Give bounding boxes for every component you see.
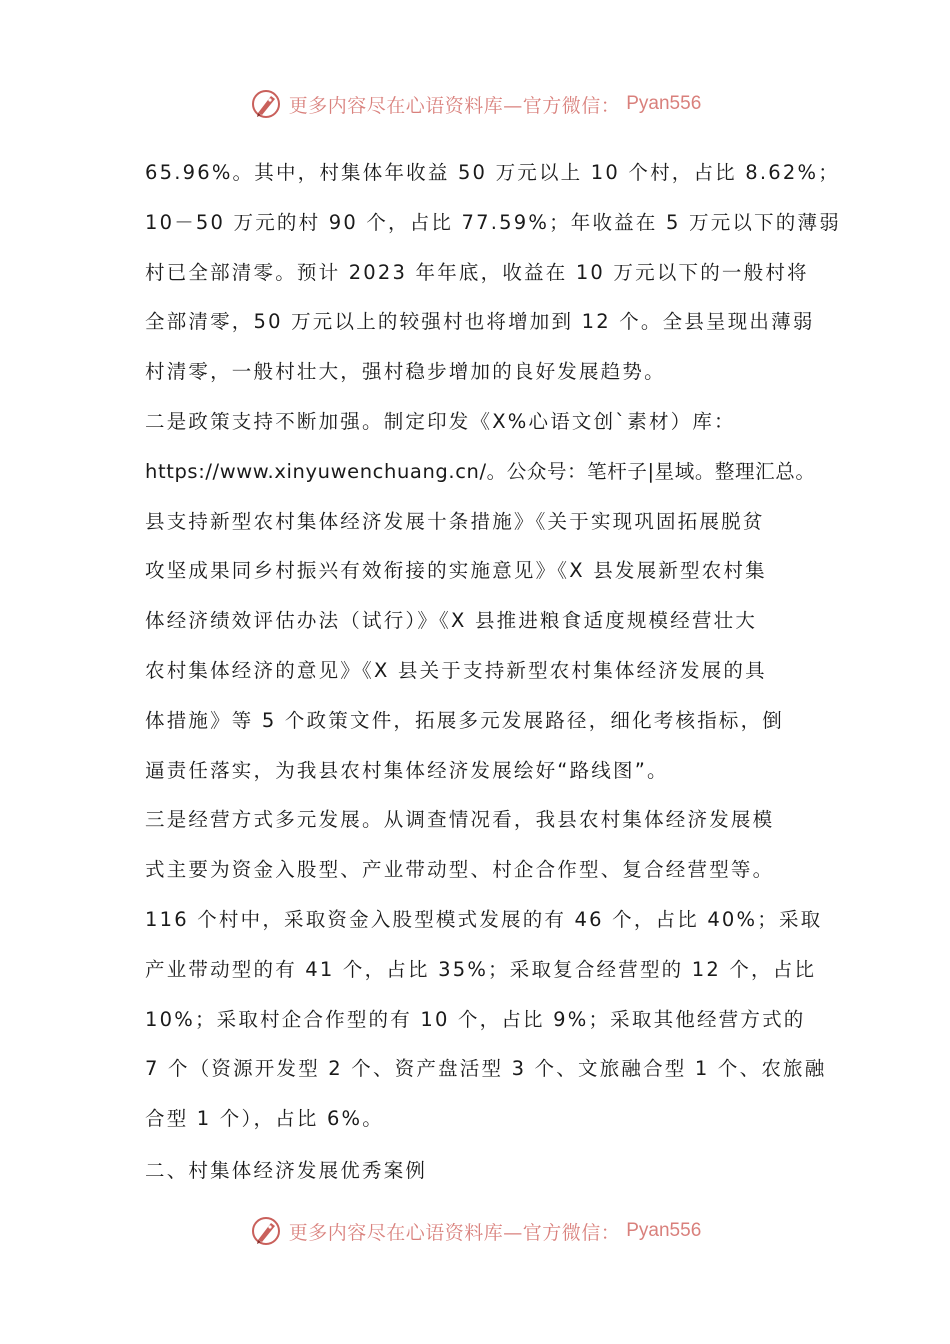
body-line: 65.96%。其中，村集体年收益 50 万元以上 10 个村，占比 8.62%； (145, 161, 840, 184)
section-heading: 二、村集体经济发展优秀案例 (145, 1158, 428, 1182)
body-line: 二是政策支持不断加强。制定印发《X%心语文创`素材）库： (145, 409, 736, 433)
body-line: 合型 1 个），占比 6%。 (145, 1107, 384, 1131)
watermark-text: 更多内容尽在心语资料库—官方微信： (288, 94, 621, 117)
body-line: 10－50 万元的村 90 个，占比 77.59%；年收益在 5 万元以下的薄弱 (145, 210, 841, 234)
body-line: 产业带动型的有 41 个，占比 35%；采取复合经营型的 12 个，占比 (145, 957, 817, 981)
body-line: 三是经营方式多元发展。从调查情况看，我县农村集体经济发展模 (145, 808, 775, 832)
pen-nib-logo-icon (249, 87, 283, 121)
body-line-url: https://www.xinyuwenchuang.cn/。公众号：笔杆子|星域。整理汇总。 (145, 459, 816, 483)
body-line: 7 个（资源开发型 2 个、资产盘活型 3 个、文旅融合型 1 个、农旅融 (145, 1057, 827, 1081)
body-line: 全部清零，50 万元以上的较强村也将增加到 12 个。全县呈现出薄弱 (145, 310, 815, 334)
body-line: 村已全部清零。预计 2023 年年底，收益在 10 万元以下的一般村将 (145, 260, 809, 284)
watermark-handle: Pyan556 (626, 93, 702, 114)
footer-watermark (0, 1211, 950, 1251)
body-line: 10%；采取村企合作型的有 10 个，占比 9%；采取其他经营方式的 (145, 1007, 806, 1031)
watermark-text: 更多内容尽在心语资料库—官方微信： (288, 1221, 621, 1244)
document-body (145, 148, 841, 1196)
body-line: 农村集体经济的意见》《X 县关于支持新型农村集体经济发展的具 (145, 658, 767, 682)
body-line: 攻坚成果同乡村振兴有效衔接的实施意见》《X 县发展新型农村集 (145, 559, 767, 583)
body-line: 村清零，一般村壮大，强村稳步增加的良好发展趋势。 (145, 360, 666, 384)
body-line: 式主要为资金入股型、产业带动型、村企合作型、复合经营型等。 (145, 858, 775, 882)
header-watermark (0, 84, 950, 124)
body-line: 县支持新型农村集体经济发展十条措施》《关于实现巩固拓展脱贫 (145, 509, 765, 533)
body-line: 体措施》等 5 个政策文件，拓展多元发展路径，细化考核指标，倒 (145, 708, 785, 732)
body-line: 116 个村中，采取资金入股型模式发展的有 46 个，占比 40%；采取 (145, 907, 823, 931)
body-line: 体经济绩效评估办法（试行）》《X 县推进粮食适度规模经营壮大 (145, 609, 758, 633)
pen-nib-logo-icon (249, 1214, 283, 1248)
watermark-handle: Pyan556 (626, 1220, 702, 1241)
body-line: 逼责任落实，为我县农村集体经济发展绘好“路线图”。 (145, 758, 669, 782)
